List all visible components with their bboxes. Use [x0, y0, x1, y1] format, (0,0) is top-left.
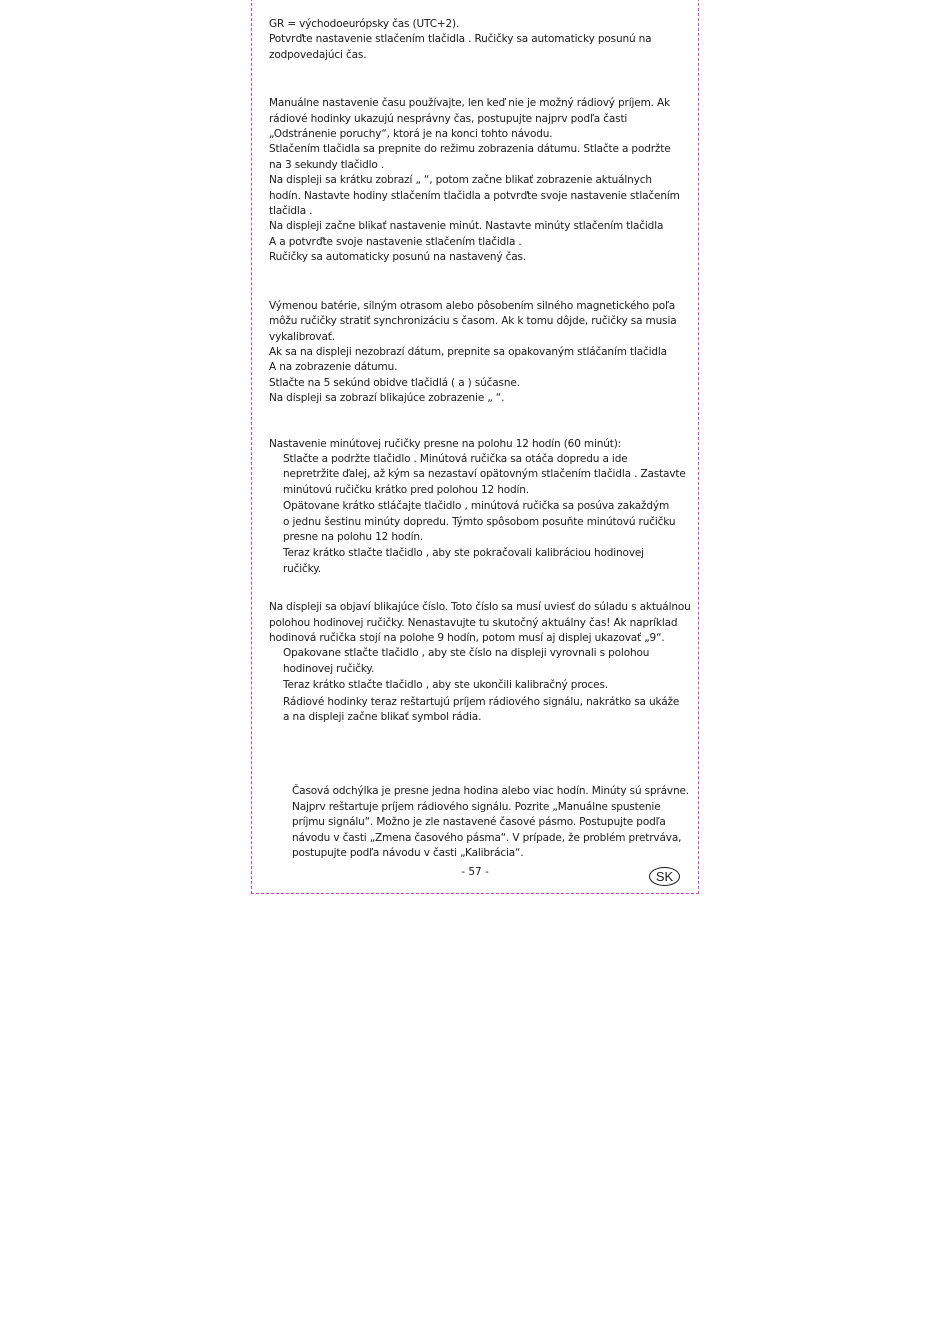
- text-line: A na zobrazenie dátumu.: [269, 361, 398, 374]
- text-line: Potvrďte nastavenie stlačením tlačidla . Ručičky sa automaticky posunú na: [269, 33, 652, 46]
- minute-hand-section: [269, 437, 684, 578]
- hour-hand-section: [269, 600, 691, 725]
- text-line: na 3 sekundy tlačidlo .: [269, 158, 385, 171]
- text-line: postupujte podľa návodu v časti „Kalibrácia“.: [292, 847, 524, 860]
- text-line: Stlačením tlačidla sa prepnite do režimu zobrazenia dátumu. Stlačte a podržte: [269, 143, 671, 156]
- text-line: Ručičky sa automaticky posunú na nastavený čas.: [269, 251, 527, 264]
- text-line: vykalibrovať.: [269, 330, 335, 343]
- timezone-confirm-section: [269, 17, 684, 63]
- text-line: návodu v časti „Zmena časového pásma“. V prípade, že problém pretrváva,: [292, 831, 682, 844]
- manual-time-setting-section: [269, 96, 684, 265]
- section-intro: Nastavenie minútovej ručičky presne na polohu 12 hodín (60 minút):: [269, 437, 622, 450]
- list-item: Opätovane krátko stláčajte tlačidlo , minútová ručička sa posúva zakaždým o jednu šestinu minúty dopredu. Týmto spôsobom posuňte minútovú ručičku presne na polohu 12 hodín.: [283, 500, 676, 543]
- text-line: „Odstránenie poruchy“, ktorá je na konci tohto návodu.: [269, 128, 553, 141]
- list-item: Rádiové hodinky teraz reštartujú príjem rádiového signálu, nakrátko sa ukáže a na displeji začne blikať symbol rádia.: [283, 695, 680, 724]
- text-line: Najprv reštartuje príjem rádiového signálu. Pozrite „Manuálne spustenie: [292, 800, 661, 813]
- text-line: GR = východoeurópsky čas (UTC+2).: [269, 18, 460, 30]
- text-line: tlačidla .: [269, 205, 313, 218]
- text-line: Na displeji začne blikať nastavenie minút. Nastavte minúty stlačením tlačidla: [269, 220, 664, 233]
- list-item: Opakovane stlačte tlačidlo , aby ste číslo na displeji vyrovnali s polohou hodinovej ručičky.: [283, 647, 650, 675]
- language-badge: SK: [649, 867, 680, 886]
- text-line: Ak sa na displeji nezobrazí dátum, prepnite sa opakovaným stláčaním tlačidla: [269, 345, 667, 358]
- text-line: hodinová ručička stojí na polohe 9 hodín, potom musí aj displej ukazovať „9“.: [269, 632, 665, 644]
- text-line: Na displeji sa zobrazí blikajúce zobrazenie „ “.: [269, 392, 505, 405]
- text-line: Časová odchýlka je presne jedna hodina alebo viac hodín. Minúty sú správne.: [292, 785, 689, 798]
- text-line: Na displeji sa krátku zobrazí „ “, potom začne blikať zobrazenie aktuálnych: [269, 174, 652, 187]
- text-line: Stlačte na 5 sekúnd obidve tlačidlá ( a ) súčasne.: [269, 376, 520, 389]
- text-line: môžu ručičky stratiť synchronizáciu s časom. Ak k tomu dôjde, ručičky sa musia: [269, 315, 677, 328]
- list-item: Teraz krátko stlačte tlačidlo , aby ste ukončili kalibračný proces.: [283, 679, 608, 692]
- step-list: [269, 646, 684, 725]
- text-line: rádiové hodinky ukazujú nesprávny čas, postupujte najprv podľa časti: [269, 112, 628, 125]
- page-number: - 57 -: [461, 866, 489, 878]
- text-line: Výmenou batérie, silným otrasom alebo pôsobením silného magnetického poľa: [269, 299, 676, 312]
- calibration-section: [269, 299, 684, 407]
- text-line: polohou hodinovej ručičky. Nenastavujte tu skutočný aktuálny čas! Ak napríklad: [269, 616, 678, 629]
- text-line: zodpovedajúci čas.: [269, 48, 367, 61]
- page-content: [269, 17, 691, 861]
- text-line: hodín. Nastavte hodiny stlačením tlačidla a potvrďte svoje nastavenie stlačením: [269, 189, 680, 202]
- list-item: Teraz krátko stlačte tlačidlo , aby ste pokračovali kalibráciou hodinovej ručičky.: [283, 547, 644, 575]
- text-line: príjmu signálu“. Možno je zle nastavené časové pásmo. Postupujte podľa: [292, 816, 666, 829]
- list-item: Stlačte a podržte tlačidlo . Minútová ručička sa otáča dopredu a ide nepretržite ďalej, až kým sa nezastaví opätovným stlačením tlačidla . Zastavte minútovú ručičku krátko pred polohou 12 hodín.: [283, 452, 686, 496]
- text-line: A a potvrďte svoje nastavenie stlačením tlačidla .: [269, 235, 522, 248]
- text-line: Na displeji sa objaví blikajúce číslo. Toto číslo sa musí uviesť do súladu s aktuálnou: [269, 601, 691, 614]
- text-line: Manuálne nastavenie času používajte, len keď nie je možný rádiový príjem. Ak: [269, 97, 670, 110]
- step-list: [269, 452, 684, 577]
- troubleshooting-section: [269, 784, 689, 861]
